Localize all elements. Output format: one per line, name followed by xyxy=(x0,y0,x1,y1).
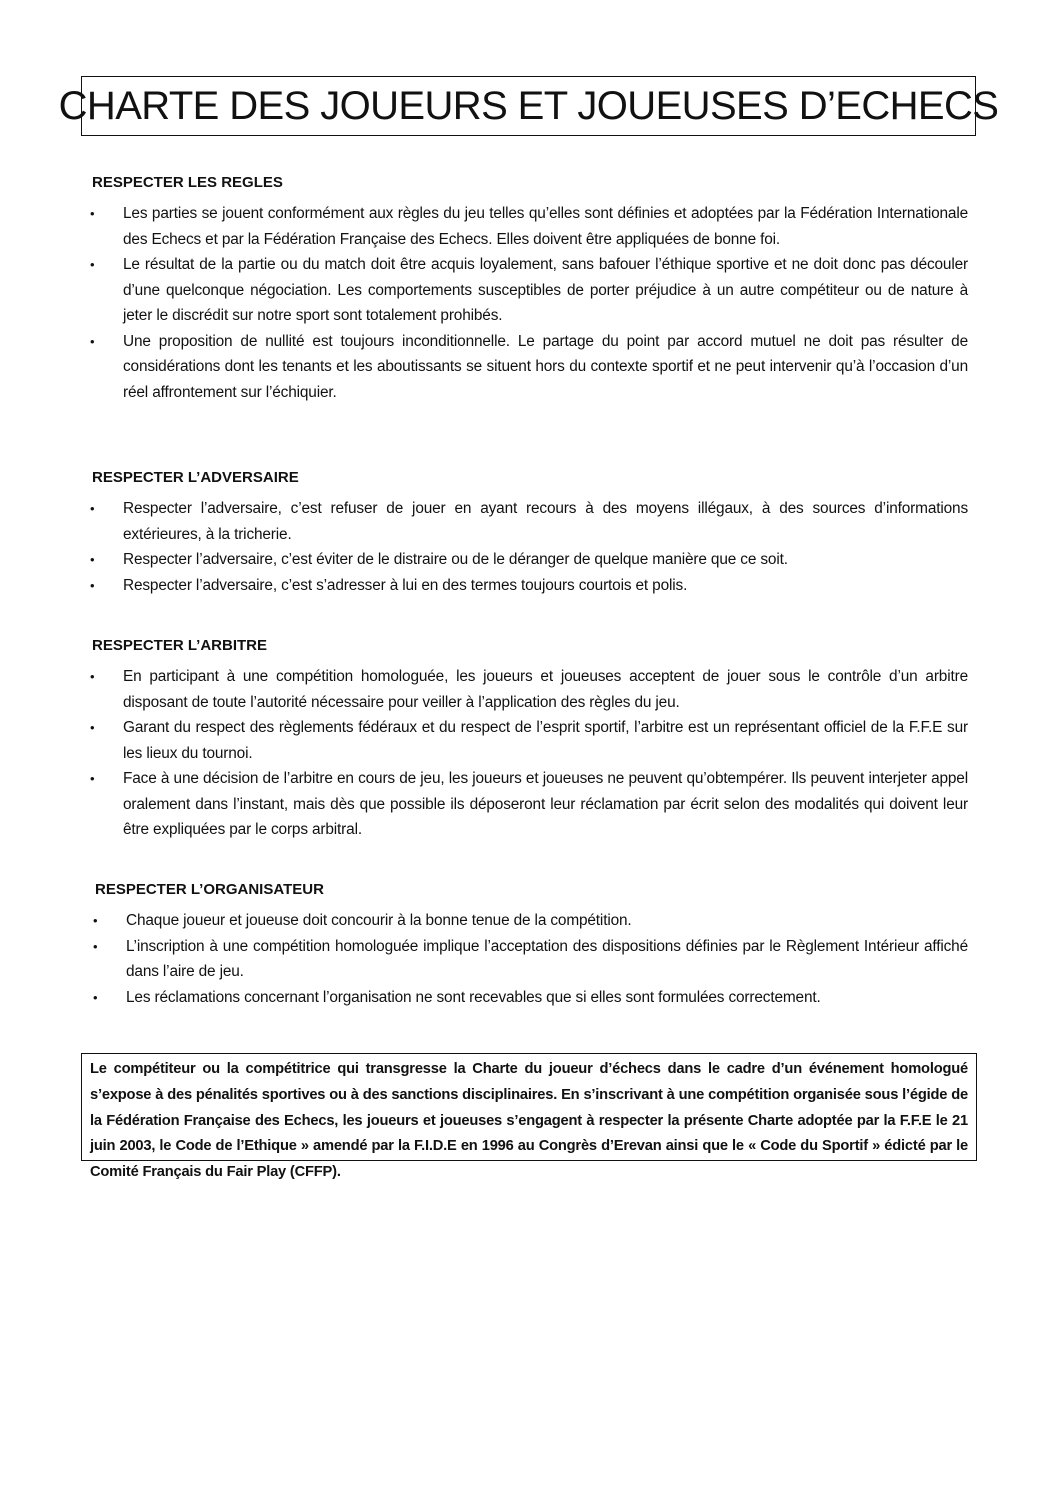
list-item xyxy=(92,573,968,599)
bullet-icon: • xyxy=(90,552,95,567)
list-item xyxy=(92,329,968,406)
list-item xyxy=(92,664,968,715)
bullet-icon: • xyxy=(93,913,98,928)
list-item xyxy=(92,715,968,766)
list-item-text: Garant du respect des règlements fédéraux et du respect de l’esprit sportif, l’arbitre est un représentant officiel de la F.F.E sur les lieux du tournoi. xyxy=(123,719,968,762)
bullet-list xyxy=(92,201,968,405)
section-heading: RESPECTER LES REGLES xyxy=(92,174,283,191)
bullet-list xyxy=(95,908,968,1010)
title-box xyxy=(58,76,999,136)
list-item-text: Face à une décision de l’arbitre en cours de jeu, les joueurs et joueuses ne peuvent qu’obtempérer. Ils peuvent interjeter appel oralement dans l’instant, mais dès que possible ils déposeront leur réclamation par écrit selon des modalités qui doivent leur être expliquées par le corps arbitral. xyxy=(123,770,968,838)
list-item-text: Une proposition de nullité est toujours inconditionnelle. Le partage du point par accord mutuel ne doit pas résulter de considérations dont les tenants et les aboutissants se situent hors du contexte sportif et ne peut intervenir qu’à l’occasion d’un réel affrontement sur l’échiquier. xyxy=(123,332,968,401)
bullet-list xyxy=(92,664,968,843)
list-item-text: Respecter l’adversaire, c’est éviter de le distraire ou de le déranger de quelque manière que ce soit. xyxy=(123,551,788,568)
list-item xyxy=(92,252,968,329)
sanctions-notice-text: Le compétiteur ou la compétitrice qui transgresse la Charte du joueur d’échecs dans le cadre d’un événement homologué s’expose à des pénalités sportives ou à des sanctions disciplinaires. En s’inscrivant à une compétition organisée sous l’égide de la Fédération Française des Echecs, les joueurs et joueuses s’engagent à respecter la présente Charte adoptée par la F.F.E le 21 juin 2003, le Code de l’Ethique » amendé par la F.I.D.E en 1996 au Congrès d’Erevan ainsi que le « Code du Sportif » édicté par le Comité Français du Fair Play (CFFP). xyxy=(90,1061,968,1181)
list-item xyxy=(95,934,968,985)
list-item-text: En participant à une compétition homologuée, les joueurs et joueuses acceptent de jouer sous le contrôle d’un arbitre disposant de toute l’autorité nécessaire pour veiller à l’application des règles du jeu. xyxy=(123,668,968,711)
list-item-text: Respecter l’adversaire, c’est s’adresser à lui en des termes toujours courtois et polis. xyxy=(123,576,688,594)
bullet-icon: • xyxy=(90,501,95,516)
bullet-icon: • xyxy=(90,771,95,786)
sanctions-notice-box xyxy=(81,1053,977,1181)
list-item-text: Les parties se jouent conformément aux règles du jeu telles qu’elles sont définies et adoptées par la Fédération Internationale des Echecs et par la Fédération Française des Echecs. Elles doivent être appliquées de bonne foi. xyxy=(123,205,968,248)
section-heading: RESPECTER L’ORGANISATEUR xyxy=(95,881,324,898)
list-item xyxy=(95,985,968,1011)
bullet-icon: • xyxy=(90,206,95,221)
section-respecter-l-adversaire xyxy=(92,469,968,598)
list-item xyxy=(92,201,968,252)
section-heading: RESPECTER L’ADVERSAIRE xyxy=(92,469,299,486)
bullet-icon: • xyxy=(90,257,95,272)
list-item-text: Le résultat de la partie ou du match doit être acquis loyalement, sans bafouer l’éthique sportive et ne doit donc pas découler d’une quelconque négociation. Les comportements susceptibles de porter préjudice à un autre compétiteur ou de nature à jeter le discrédit sur notre sport sont totalement prohibés. xyxy=(123,256,968,324)
section-respecter-les-regles xyxy=(92,174,968,405)
section-respecter-l-organisateur xyxy=(95,881,968,1010)
bullet-icon: • xyxy=(93,989,98,1005)
list-item xyxy=(95,908,968,934)
list-item-text: Respecter l’adversaire, c’est refuser de jouer en ayant recours à des moyens illégaux, à des sources d’informations extérieures, à la tricherie. xyxy=(123,500,968,543)
list-item-text: L’inscription à une compétition homologuée implique l’acceptation des dispositions définies par le Règlement Intérieur affiché dans l’aire de jeu. xyxy=(126,937,968,980)
list-item xyxy=(92,547,968,573)
section-heading: RESPECTER L’ARBITRE xyxy=(92,637,268,654)
section-respecter-l-arbitre xyxy=(92,637,968,843)
bullet-icon: • xyxy=(90,669,95,684)
bullet-list xyxy=(92,496,968,598)
bullet-icon: • xyxy=(90,577,95,593)
bullet-icon: • xyxy=(93,938,98,954)
list-item-text: Chaque joueur et joueuse doit concourir à la bonne tenue de la compétition. xyxy=(126,912,632,929)
document-title: CHARTE DES JOUEURS ET JOUEUSES D’ECHECS xyxy=(58,84,999,128)
list-item-text: Les réclamations concernant l’organisation ne sont recevables que si elles sont formulées correctement. xyxy=(126,988,821,1006)
bullet-icon: • xyxy=(90,333,95,349)
list-item xyxy=(92,766,968,843)
list-item xyxy=(92,496,968,547)
bullet-icon: • xyxy=(90,720,95,735)
